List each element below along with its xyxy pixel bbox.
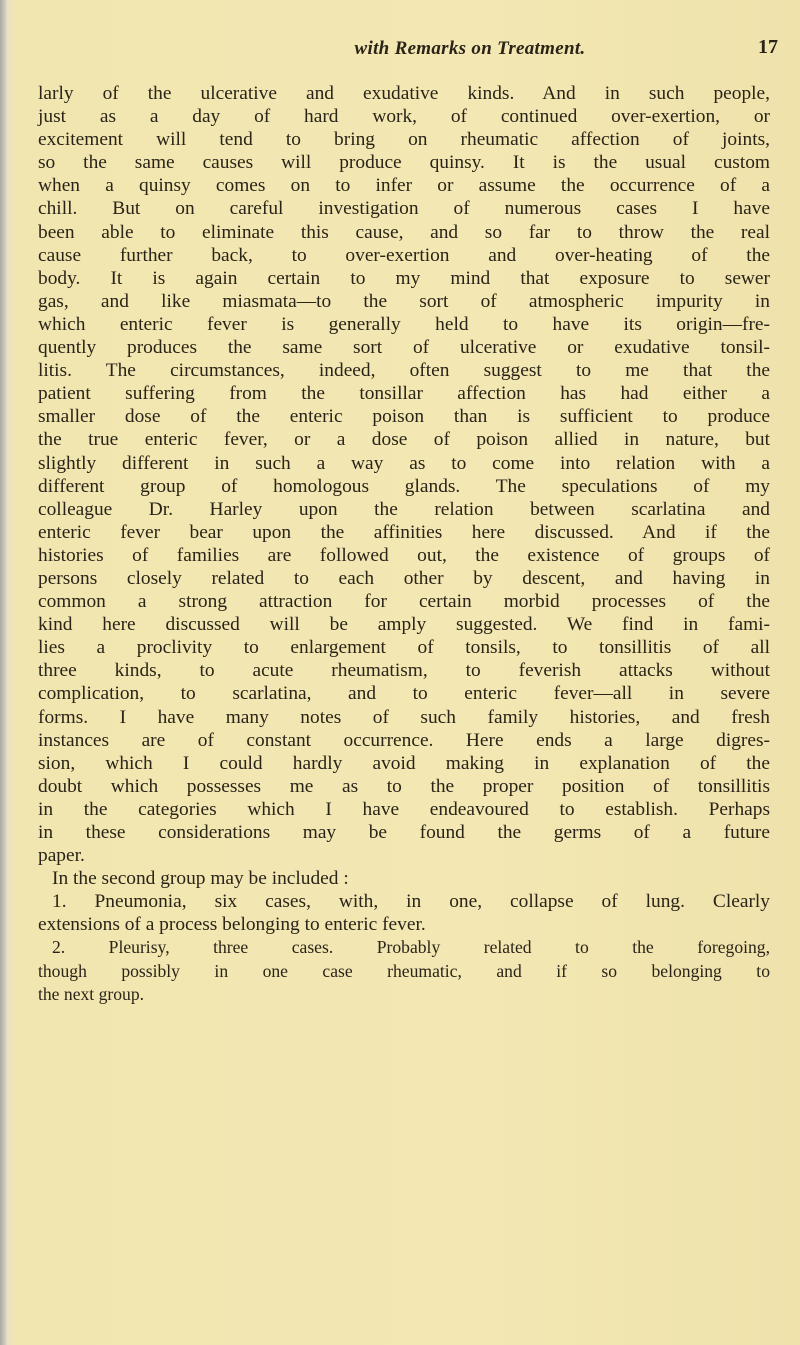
text-line: smaller dose of the enteric poison than is sufficient to produce	[38, 406, 770, 428]
text-line: patient suffering from the tonsillar affection has had either a	[38, 383, 770, 405]
text-line: sion, which I could hardly avoid making in explanation of the	[38, 752, 770, 774]
text-line: excitement will tend to bring on rheumatic affection of joints,	[38, 129, 770, 151]
body-text	[38, 82, 770, 1006]
text-line: lies a proclivity to enlargement of tonsils, to tonsillitis of all	[38, 637, 770, 659]
text-line: body. It is again certain to my mind that exposure to sewer	[38, 267, 770, 289]
text-line: so the same causes will produce quinsy. It is the usual custom	[38, 152, 770, 174]
text-line: slightly different in such a way as to come into relation with a	[38, 452, 770, 474]
text-line: paper.	[38, 845, 85, 867]
text-line: kind here discussed will be amply suggested. We find in fami-	[38, 614, 770, 636]
section-intro: In the second group may be included :	[52, 868, 349, 890]
list-item-pneumonia-cont: extensions of a process belonging to enteric fever.	[38, 914, 426, 936]
text-line: gas, and like miasmata—to the sort of atmospheric impurity in	[38, 290, 770, 312]
text-line: in these considerations may be found the germs of a future	[38, 822, 770, 843]
text-line: complication, to scarlatina, and to enteric fever—all in severe	[38, 683, 770, 705]
text-line: been able to eliminate this cause, and so far to throw the real	[38, 221, 770, 243]
list-item-pleurisy-cont: though possibly in one case rheumatic, and if so belonging to	[38, 960, 770, 981]
text-line: instances are of constant occurrence. Here ends a large digres-	[38, 729, 770, 751]
text-line: forms. I have many notes of such family histories, and fresh	[38, 706, 770, 728]
text-line: doubt which possesses me as to the proper position of tonsillitis	[38, 775, 770, 797]
list-item-pleurisy: 2. Pleurisy, three cases. Probably related to the foregoing,	[52, 937, 770, 958]
text-line: chill. But on careful investigation of numerous cases I have	[38, 198, 770, 220]
text-line: cause further back, to over-exertion and over-heating of the	[38, 244, 770, 266]
list-item-pneumonia: 1. Pneumonia, six cases, with, in one, collapse of lung. Clearly	[52, 891, 770, 913]
list-item-pleurisy-cont: the next group.	[38, 983, 145, 1004]
text-line: just as a day of hard work, of continued over-exertion, or	[38, 106, 770, 128]
text-line: the true enteric fever, or a dose of poison allied in nature, but	[38, 429, 770, 451]
text-line: three kinds, to acute rheumatism, to feverish attacks without	[38, 660, 770, 682]
text-line: common a strong attraction for certain morbid processes of the	[38, 591, 770, 613]
page-gutter	[0, 0, 6, 1345]
text-line: enteric fever bear upon the affinities here discussed. And if the	[38, 521, 770, 543]
text-line: which enteric fever is generally held to have its origin—fre-	[38, 313, 770, 335]
page-number: 17	[758, 36, 778, 58]
text-line: when a quinsy comes on to infer or assume the occurrence of a	[38, 175, 770, 197]
text-line: persons closely related to each other by descent, and having in	[38, 567, 770, 589]
text-line: colleague Dr. Harley upon the relation between scarlatina and	[38, 498, 770, 520]
text-line: larly of the ulcerative and exudative kinds. And in such people,	[38, 83, 770, 104]
running-title: with Remarks on Treatment.	[354, 38, 586, 59]
text-line: histories of families are followed out, the existence of groups of	[38, 544, 770, 566]
text-line: different group of homologous glands. The speculations of my	[38, 475, 770, 497]
text-line: litis. The circumstances, indeed, often suggest to me that the	[38, 360, 770, 382]
text-line: quently produces the same sort of ulcerative or exudative tonsil-	[38, 337, 770, 359]
text-line: in the categories which I have endeavoured to establish. Perhaps	[38, 798, 770, 820]
